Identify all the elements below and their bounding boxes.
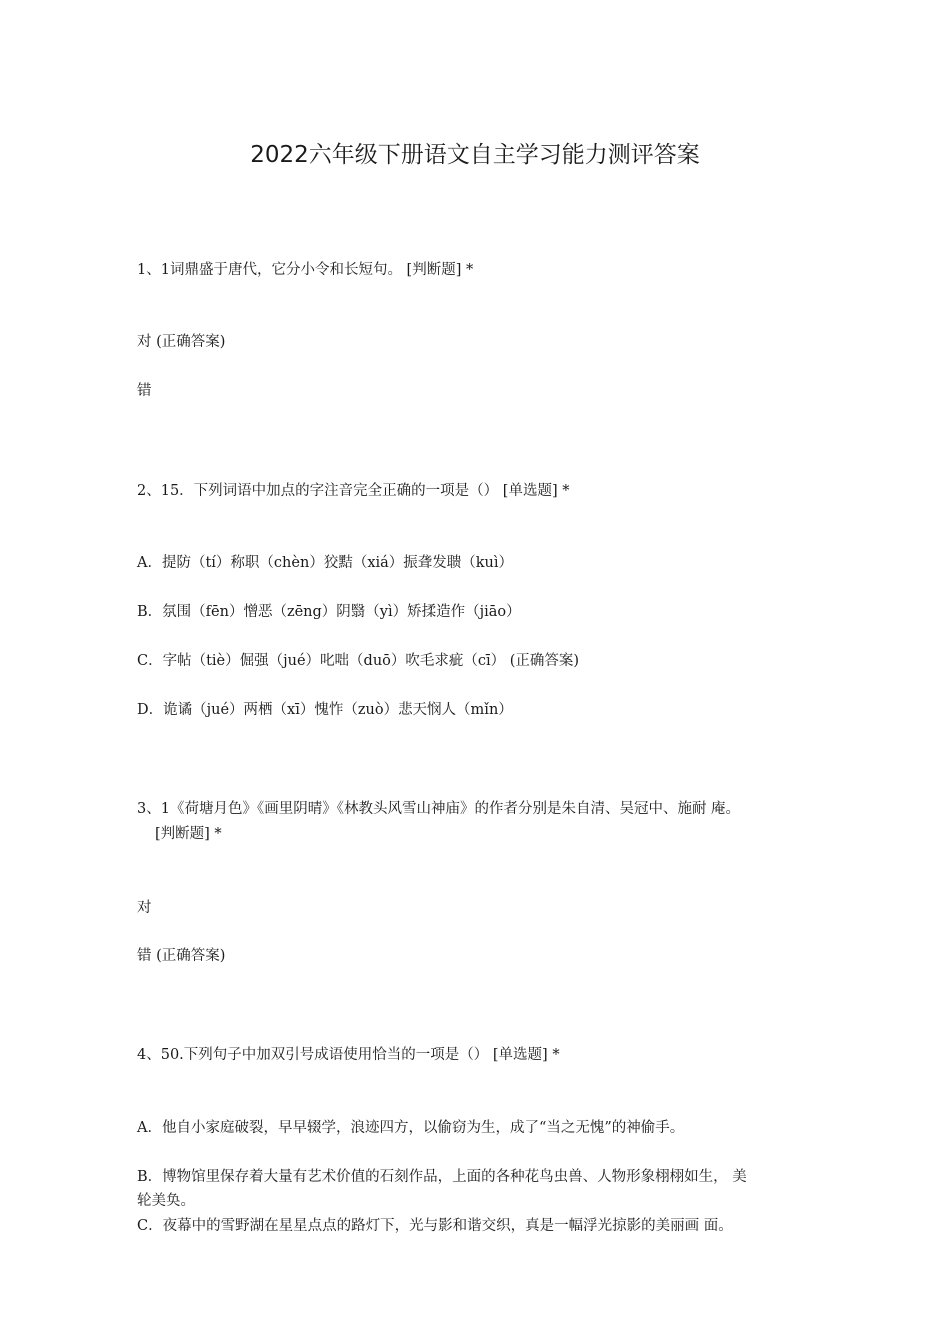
question-1-option-false: 错 bbox=[137, 383, 152, 399]
question-4-stem: 4、50.下列句子中加双引号成语使用恰当的一项是（） [单选题] * bbox=[137, 1047, 560, 1063]
question-1-option-true: 对 (正确答案) bbox=[137, 334, 226, 350]
question-4-option-a: A．他自小家庭破裂，早早辍学，浪迹四方，以偷窃为生，成了“当之无愧”的神偷手。 bbox=[137, 1120, 685, 1136]
question-2-option-a: A．提防（tí）称职（chèn）狡黠（xiá）振聋发聩（kuì） bbox=[137, 555, 514, 571]
question-3-option-true: 对 bbox=[137, 900, 152, 916]
question-3-option-false: 错 (正确答案) bbox=[137, 948, 226, 964]
question-3-stem: 3、1《荷塘月色》《画里阴晴》《林教头风雪山神庙》的作者分别是朱自清、吴冠中、施耐 庵。 bbox=[137, 801, 741, 817]
question-1-stem: 1、1词鼎盛于唐代，它分小令和长短句。 [判断题] * bbox=[137, 262, 474, 278]
question-4-option-b: B．博物馆里保存着大量有艺术价值的石刻作品，上面的各种花鸟虫兽、人物形象栩栩如生， 美 bbox=[137, 1169, 747, 1185]
question-4-option-c: C．夜幕中的雪野湖在星星点点的路灯下，光与影和谐交织，真是一幅浮光掠影的美丽画 面。 bbox=[137, 1218, 733, 1234]
question-4-option-b-continued: 轮美奂。 bbox=[137, 1193, 195, 1209]
question-2-option-c: C．字帖（tiè）倔强（jué）叱咄（duō）吹毛求疵（cī） (正确答案) bbox=[137, 653, 580, 669]
question-3-stem-type: [判断题] * bbox=[155, 826, 222, 842]
question-2-option-b: B．氛围（fēn）憎恶（zēng）阴翳（yì）矫揉造作（jiāo） bbox=[137, 604, 521, 620]
document-title: 2022六年级下册语文自主学习能力测评答案 bbox=[250, 142, 700, 168]
question-2-stem: 2、15．下列词语中加点的字注音完全正确的一项是（） [单选题] * bbox=[137, 483, 570, 499]
question-2-option-d: D．诡谲（jué）两栖（xī）愧怍（zuò）悲天悯人（mǐn） bbox=[137, 702, 513, 718]
